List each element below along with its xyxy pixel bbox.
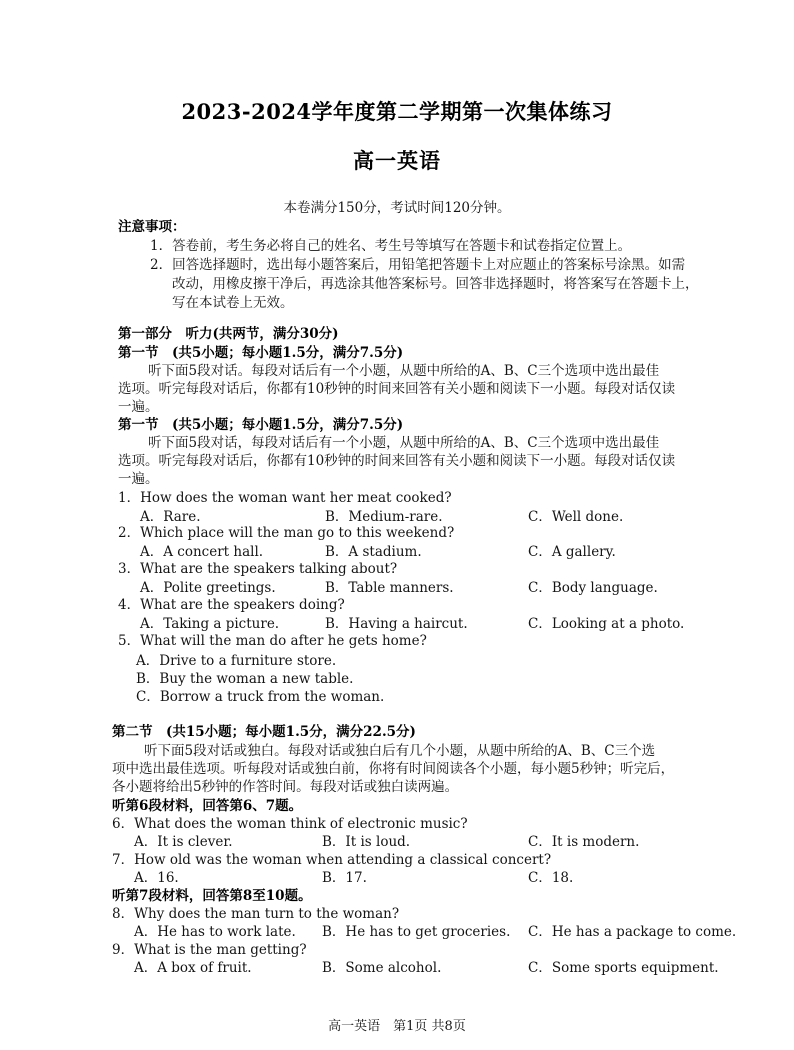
subject-title: 高一英语 (353, 148, 441, 173)
question-stem: 3．What are the speakers talking about? (118, 561, 398, 577)
option-a: A．16. (134, 870, 179, 886)
section1b-instruction-line-2: 选项。听完每段对话后，你都有10秒钟的时间来回答有关小题和阅读下一小题。每段对话仅读 (118, 453, 676, 469)
section2-heading: 第二节 (共15小题；每小题1.5分，满分22.5分) (112, 724, 416, 740)
page-footer: 高一英语 第1页 共8页 (328, 1019, 466, 1034)
question-stem: 9．What is the man getting? (112, 942, 307, 958)
option-c: C．It is modern. (528, 834, 640, 850)
section1b-instruction-line-3: 一遍。 (118, 471, 159, 487)
option-b: B．17. (322, 870, 367, 886)
option-b: B．Buy the woman a new table. (136, 671, 354, 687)
option-b: B．Some alcohol. (322, 960, 442, 976)
exam-title: 2023-2024学年度第二学期第一次集体练习 (181, 99, 613, 124)
notes-heading: 注意事项： (118, 219, 186, 235)
notes-item-2-line-2: 改动，用橡皮擦干净后，再选涂其他答案标号。回答非选择题时，将答案写在答题卡上， (172, 276, 699, 292)
material-6-heading: 听第6段材料，回答第6、7题。 (112, 798, 303, 814)
option-a: A．A box of fruit. (134, 960, 252, 976)
option-c: C．Looking at a photo. (528, 616, 685, 632)
notes-item-1: 1．答卷前，考生务必将自己的姓名、考生号等填写在答题卡和试卷指定位置上。 (150, 238, 632, 254)
section2-instruction-line-2: 项中选出最佳选项。听每段对话或独白前，你将有时间阅读各个小题，每小题5秒钟；听完后， (112, 761, 675, 777)
option-b: B．Table manners. (325, 580, 454, 596)
question-stem: 5．What will the man do after he gets home? (118, 633, 427, 649)
question-stem: 7．How old was the woman when attending a classical concert? (112, 852, 552, 868)
part1-heading: 第一部分 听力(共两节，满分30分) (118, 326, 339, 342)
section1-heading: 第一节 (共5小题；每小题1.5分，满分7.5分) (118, 345, 404, 361)
question-stem: 8．Why does the man turn to the woman? (112, 906, 400, 922)
option-b: B．A stadium. (325, 544, 422, 560)
score-note: 本卷满分150分，考试时间120分钟。 (283, 200, 511, 216)
notes-item-2-line-3: 写在本试卷上无效。 (172, 295, 294, 311)
section2-instruction-line-1: 听下面5段对话或独白。每段对话或独白后有几个小题，从题中所给的A、B、C三个选 (144, 743, 656, 759)
option-a: A．Drive to a furniture store. (136, 653, 337, 669)
section1-instruction-line-1: 听下面5段对话。每段对话后有一个小题，从题中所给的A、B、C三个选项中选出最佳 (148, 363, 660, 379)
option-a: A．It is clever. (134, 834, 233, 850)
notes-item-2-line-1: 2．回答选择题时，选出每小题答案后，用铅笔把答题卡上对应题止的答案标号涂黑。如需 (150, 257, 686, 273)
option-b: B．Medium-rare. (325, 509, 443, 525)
option-c: C．A gallery. (528, 544, 616, 560)
option-c: C．Some sports equipment. (528, 960, 719, 976)
option-c: C．18. (528, 870, 574, 886)
section1b-instruction-line-1: 听下面5段对话，每段对话后有一个小题，从题中所给的A、B、C三个选项中选出最佳 (148, 435, 660, 451)
section1b-heading: 第一节 (共5小题；每小题1.5分，满分7.5分) (118, 417, 404, 433)
question-stem: 2．Which place will the man go to this weekend? (118, 525, 455, 541)
question-stem: 4．What are the speakers doing? (118, 597, 345, 613)
option-b: B．Having a haircut. (325, 616, 468, 632)
section1-instruction-line-3: 一遍。 (118, 399, 159, 415)
question-stem: 6．What does the woman think of electronic music? (112, 816, 468, 832)
option-c: C．Borrow a truck from the woman. (136, 689, 385, 705)
section2-instruction-line-3: 各小题将给出5秒钟的作答时间。每段对话或独白读两遍。 (112, 779, 459, 795)
option-a: A．Polite greetings. (140, 580, 276, 596)
material-7-heading: 听第7段材料，回答第8至10题。 (112, 888, 312, 904)
option-b: B．He has to get groceries. (322, 924, 511, 940)
option-b: B．It is loud. (322, 834, 411, 850)
option-c: C．He has a package to come. (528, 924, 737, 940)
question-stem: 1．How does the woman want her meat cooked? (118, 490, 452, 506)
option-c: C．Body language. (528, 580, 658, 596)
option-a: A．He has to work late. (134, 924, 296, 940)
option-a: A．Rare. (140, 509, 201, 525)
option-a: A．Taking a picture. (140, 616, 280, 632)
option-a: A．A concert hall. (140, 544, 264, 560)
section1-instruction-line-2: 选项。听完每段对话后，你都有10秒钟的时间来回答有关小题和阅读下一小题。每段对话仅读 (118, 381, 676, 397)
option-c: C．Well done. (528, 509, 624, 525)
